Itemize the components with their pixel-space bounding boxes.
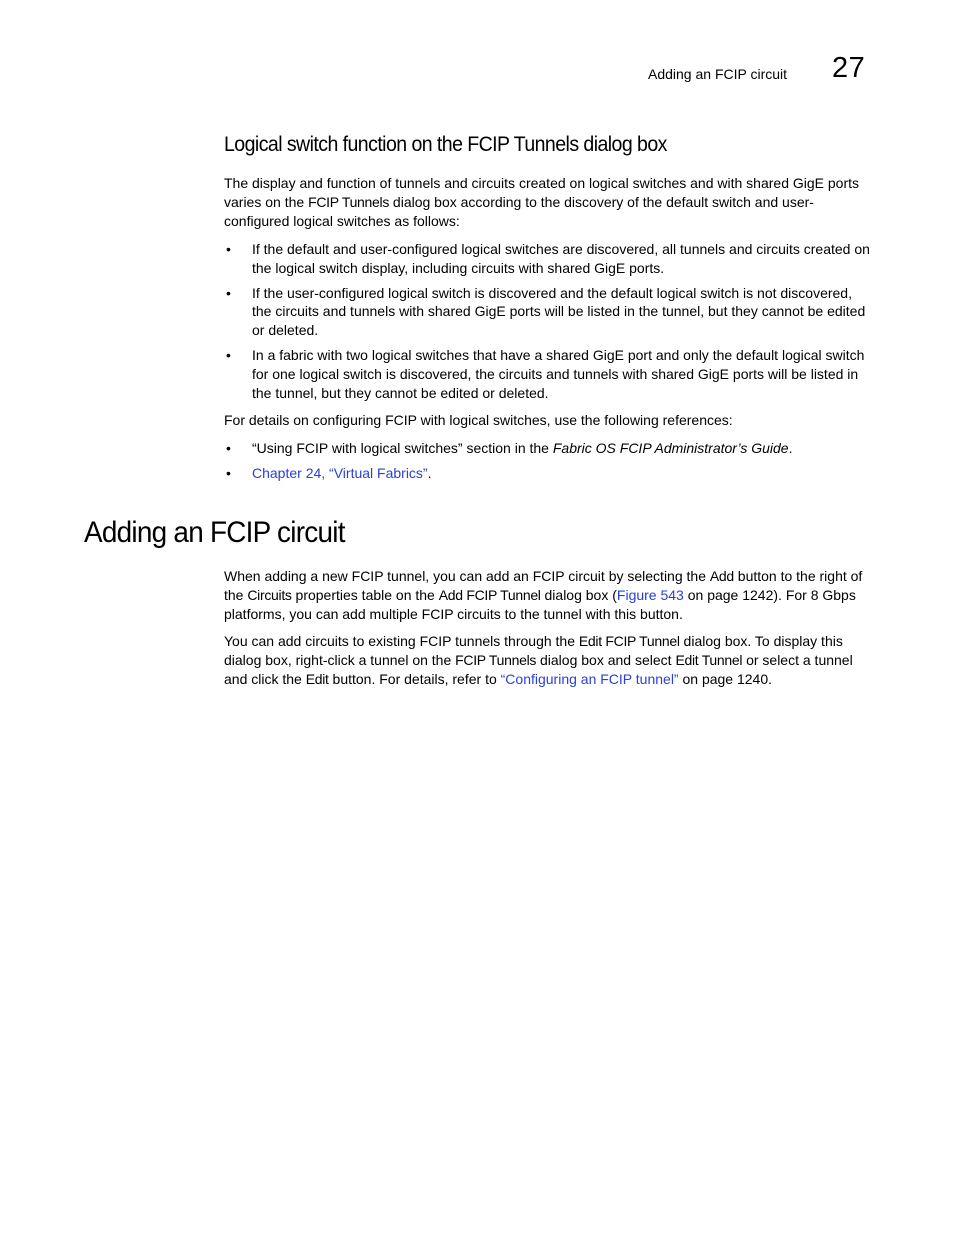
references-bullet-list: [224, 439, 870, 483]
bullet-mark: •: [226, 440, 231, 456]
bullet-mark: •: [226, 346, 231, 363]
reference-end: .: [788, 440, 793, 456]
p1-text-1: When adding a new FCIP tunnel, you can add an FCIP circuit by selecting the: [224, 568, 710, 584]
list-item-text: If the default and user-configured logical switches are discovered, all tunnels and circuits created on the logical switch display, including circuits with shared GigE ports.: [252, 241, 870, 276]
bullet-mark: •: [226, 284, 231, 301]
adding-paragraph-1-block: [224, 567, 870, 623]
intro-text-2: dialog box according to the discovery of the default switch and user-configured logical switches as follows:: [224, 193, 814, 229]
list-item-text: In a fabric with two logical switches that have a shared GigE port and only the default logical switch for one logical switch is discovered, the circuits and tunnels with shared GigE ports will be listed in the tunnel, but they cannot be edited or deleted.: [252, 346, 865, 401]
chapter-number: 27: [832, 52, 866, 84]
p2-text-4: or select a tunnel and click the: [224, 651, 853, 687]
list-item: [224, 284, 870, 340]
subsection-heading: Logical switch function on the FCIP Tunnels dialog box: [224, 133, 667, 156]
intro-paragraph: [224, 174, 870, 230]
p2-text-2: dialog box. To display this dialog box, right-click a tunnel on the: [224, 633, 843, 668]
list-item-text: If the user-configured logical switch is discovered and the default logical switch is not discovered, the circuits and tunnels with shared GigE ports will be listed in the tunnel, but they cannot be edited or deleted.: [252, 284, 866, 339]
p1-text-4: dialog box (: [540, 586, 617, 603]
ui-term-circuits: Circuits: [247, 586, 292, 603]
references-list-block: [224, 439, 870, 489]
ui-term-edit-fcip-tunnel: Edit FCIP Tunnel: [578, 633, 680, 649]
bullet-mark: •: [226, 464, 231, 481]
ui-term-add: Add: [709, 568, 734, 584]
discovery-bullet-list: [224, 240, 870, 402]
list-item: [224, 346, 870, 402]
list-item: [224, 439, 870, 458]
running-header-title: Adding an FCIP circuit: [648, 66, 788, 82]
p2-text-3: dialog box and select: [536, 651, 676, 668]
references-intro-block: [224, 411, 870, 430]
list-item: [224, 464, 870, 483]
configuring-fcip-tunnel-link[interactable]: “Configuring an FCIP tunnel”: [500, 670, 679, 687]
adding-paragraph-2-block: [224, 632, 870, 688]
list-item: [224, 240, 870, 278]
p2-text-6: on page 1240.: [678, 670, 773, 687]
p1-text-5: on page 1242). For 8 Gbps platforms, you can add multiple FCIP circuits to the tunnel with this button.: [224, 586, 856, 622]
ui-term-fcip-tunnels: FCIP Tunnels: [308, 193, 390, 210]
intro-text-1: The display and function of tunnels and circuits created on logical switches and with shared GigE ports varies on the: [224, 175, 860, 210]
adding-paragraph-2: [224, 632, 870, 688]
bullet-mark: •: [226, 241, 231, 257]
chapter-24-link[interactable]: Chapter 24, “Virtual Fabrics”: [252, 464, 428, 481]
adding-paragraph-1: [224, 567, 870, 623]
p2-text-5: button. For details, refer to: [328, 670, 501, 687]
discovery-list-block: [224, 240, 870, 408]
reference-end: .: [427, 464, 432, 481]
references-intro: For details on configuring FCIP with logical switches, use the following references:: [224, 412, 733, 428]
p2-text-1: You can add circuits to existing FCIP tunnels through the: [224, 633, 579, 649]
section-heading: Adding an FCIP circuit: [84, 516, 345, 549]
ui-term-edit: Edit: [305, 670, 329, 687]
ui-term-add-fcip-tunnel: Add FCIP Tunnel: [438, 586, 541, 603]
p1-text-3: properties table on the: [291, 586, 439, 603]
intro-paragraph-block: [224, 174, 870, 230]
reference-text: “Using FCIP with logical switches” section in the: [252, 440, 553, 456]
ui-term-edit-tunnel: Edit Tunnel: [675, 651, 743, 668]
book-title: Fabric OS FCIP Administrator’s Guide: [552, 440, 789, 456]
p1-text-2: button to the right of the: [224, 568, 863, 603]
ui-term-fcip-tunnels: FCIP Tunnels: [455, 651, 537, 668]
figure-543-link[interactable]: Figure 543: [616, 586, 684, 603]
